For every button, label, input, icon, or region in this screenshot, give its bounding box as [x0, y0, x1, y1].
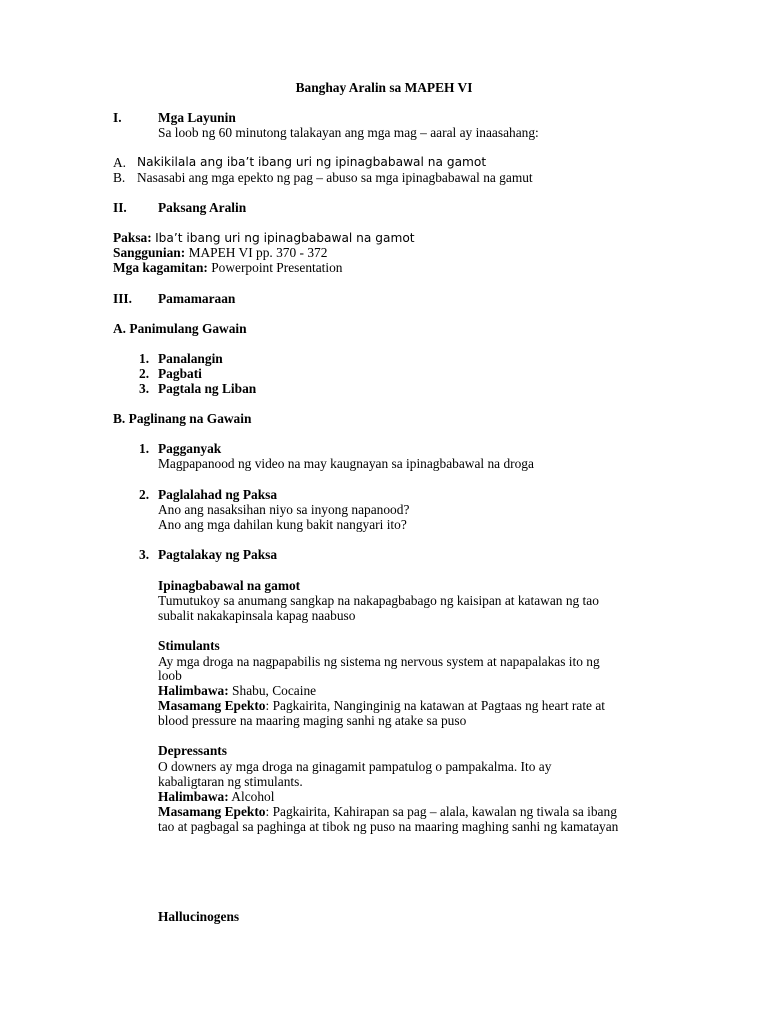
part-b-item-1-number: 1.	[139, 441, 150, 456]
depressants-heading: Depressants	[158, 743, 227, 758]
paksa-value: Iba’t ibang uri ng ipinagbabawal na gamot	[155, 231, 415, 245]
paksa-label: Paksa:	[113, 230, 152, 245]
section-2-heading: Paksang Aralin	[158, 200, 247, 215]
objective-a-text: Nakikilala ang iba’t ibang uri ng ipinagbabawal na gamot	[137, 155, 487, 169]
stimulants-epekto-line-1	[158, 698, 605, 713]
sanggunian-value: MAPEH VI pp. 370 - 372	[188, 245, 328, 260]
document-title: Banghay Aralin sa MAPEH VI	[295, 80, 473, 95]
part-a-item-2-number: 2.	[139, 366, 150, 381]
part-a-item-2-text: Pagbati	[158, 366, 202, 381]
stimulants-epekto-line-2: blood pressure na maaring maging sanhi ng atake sa puso	[158, 713, 467, 728]
part-a-label: A.	[113, 321, 127, 336]
kagamitan-value: Powerpoint Presentation	[211, 260, 343, 275]
gamot-line-1: Tumutukoy sa anumang sangkap na nakapagbabago ng kaisipan at katawan ng tao	[158, 593, 599, 608]
depressants-halimbawa-label: Halimbawa:	[158, 789, 229, 804]
hallucinogens-heading: Hallucinogens	[158, 909, 240, 924]
depressants-epekto-line-1	[158, 804, 617, 819]
part-a-heading-line	[113, 321, 247, 336]
part-b-item-1-text: Magpapanood ng video na may kaugnayan sa ipinagbabawal na droga	[158, 456, 534, 471]
kagamitan-line	[113, 260, 343, 275]
sanggunian-line	[113, 245, 327, 260]
depressants-epekto-line-2: tao at pagbagal sa paghinga at tibok ng puso na maaring maghing sanhi ng kamatayan	[158, 819, 619, 834]
part-b-item-3-number: 3.	[139, 547, 150, 562]
part-b-item-2-heading: Paglalahad ng Paksa	[158, 487, 278, 502]
stimulants-line-2: loob	[158, 668, 182, 683]
stimulants-halimbawa-value: Shabu, Cocaine	[232, 683, 317, 698]
sanggunian-label: Sanggunian:	[113, 245, 186, 260]
depressants-line-1: O downers ay mga droga na ginagamit pampatulog o pampakalma. Ito ay	[158, 759, 552, 774]
part-a-item-1-number: 1.	[139, 351, 150, 366]
section-1-number: I.	[113, 110, 122, 125]
section-2-number: II.	[113, 200, 127, 215]
part-b-heading-line	[113, 411, 251, 426]
stimulants-epekto-label: Masamang Epekto	[158, 698, 266, 713]
kagamitan-label: Mga kagamitan:	[113, 260, 208, 275]
part-a-item-3-text: Pagtala ng Liban	[158, 381, 257, 396]
depressants-epekto-text: : Pagkairita, Kahirapan sa pag – alala, kawalan ng tiwala sa ibang	[265, 804, 617, 819]
part-b-item-2-line-1: Ano ang nasaksihan niyo sa inyong napanood?	[158, 502, 410, 517]
section-1-heading: Mga Layunin	[158, 110, 236, 125]
section-3-number: III.	[113, 291, 132, 306]
paksa-line	[113, 230, 415, 246]
section-1-intro: Sa loob ng 60 minutong talakayan ang mga mag – aaral ay inaasahang:	[158, 125, 539, 140]
gamot-line-2: subalit nakakapinsala kapag naabuso	[158, 608, 356, 623]
part-b-item-1-heading: Pagganyak	[158, 441, 222, 456]
stimulants-epekto-text: : Pagkairita, Nanginginig na katawan at Pagtaas ng heart rate at	[265, 698, 605, 713]
part-b-item-2-number: 2.	[139, 487, 150, 502]
section-3-heading: Pamamaraan	[158, 291, 236, 306]
part-a-item-1-text: Panalangin	[158, 351, 223, 366]
objective-b-letter: B.	[113, 170, 126, 185]
depressants-halimbawa-line	[158, 789, 274, 804]
objective-b-text: Nasasabi ang mga epekto ng pag – abuso sa mga ipinagbabawal na gamut	[137, 170, 533, 185]
objective-a-letter: A.	[113, 155, 127, 170]
depressants-line-2: kabaligtaran ng stimulants.	[158, 774, 303, 789]
stimulants-halimbawa-label: Halimbawa:	[158, 683, 229, 698]
part-b-heading: Paglinang na Gawain	[128, 411, 252, 426]
part-b-item-3-heading: Pagtalakay ng Paksa	[158, 547, 278, 562]
part-a-item-3-number: 3.	[139, 381, 150, 396]
depressants-halimbawa-value: Alcohol	[231, 789, 275, 804]
part-a-heading: Panimulang Gawain	[129, 321, 247, 336]
stimulants-line-1: Ay mga droga na nagpapabilis ng sistema ng nervous system at napapalakas ito ng	[158, 654, 600, 669]
part-b-label: B.	[113, 411, 126, 426]
depressants-epekto-label: Masamang Epekto	[158, 804, 266, 819]
stimulants-heading: Stimulants	[158, 638, 220, 653]
part-b-item-2-line-2: Ano ang mga dahilan kung bakit nangyari ito?	[158, 517, 407, 532]
gamot-heading: Ipinagbabawal na gamot	[158, 578, 301, 593]
stimulants-halimbawa-line	[158, 683, 316, 698]
